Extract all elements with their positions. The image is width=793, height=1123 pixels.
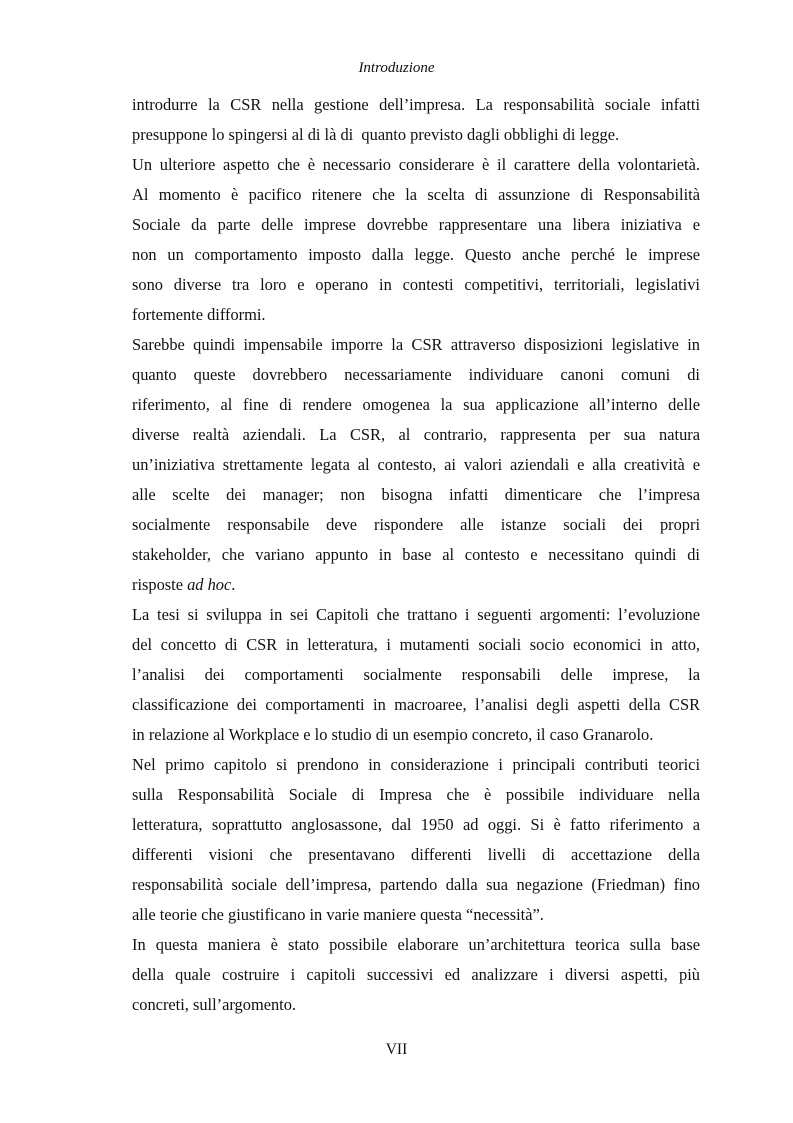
paragraph: [132, 150, 700, 330]
paragraph: [132, 750, 700, 930]
text-line: [132, 150, 700, 180]
line-text: concreti, sull’argomento.: [132, 995, 297, 1014]
line-text: della quale costruire i capitoli successivi ed analizzare i diversi aspetti, più: [132, 965, 700, 984]
italic-term: ad hoc: [187, 575, 232, 594]
text-line: [132, 210, 700, 240]
line-text: sulla Responsabilità Sociale di Impresa che è possibile individuare nella: [132, 785, 700, 804]
text-line: [132, 600, 700, 630]
text-line: [132, 960, 700, 990]
text-line: [132, 390, 700, 420]
line-text: l’analisi dei comportamenti socialmente responsabili delle imprese, la: [132, 665, 700, 684]
line-text: socialmente responsabile deve rispondere alle istanze sociali dei propri: [132, 515, 700, 534]
line-text: In questa maniera è stato possibile elaborare un’architettura teorica sulla base: [132, 935, 700, 954]
running-header: Introduzione: [358, 60, 435, 76]
line-text: letteratura, soprattutto anglosassone, dal 1950 ad oggi. Si è fatto riferimento a: [132, 815, 700, 834]
line-text: alle scelte dei manager; non bisogna infatti dimenticare che l’impresa: [132, 485, 700, 504]
text-line: [132, 870, 700, 900]
line-text: in relazione al Workplace e lo studio di un esempio concreto, il caso Granarolo.: [132, 725, 654, 744]
text-line: [132, 930, 700, 960]
text-line: [132, 690, 700, 720]
text-line: [132, 240, 700, 270]
text-line: [132, 660, 700, 690]
line-text: stakeholder, che variano appunto in base al contesto e necessitano quindi di: [132, 545, 700, 564]
text-line: [132, 990, 700, 1020]
line-text: presuppone lo spingersi al di là di quanto previsto dagli obblighi di legge.: [132, 125, 620, 144]
line-text: introdurre la CSR nella gestione dell’impresa. La responsabilità sociale infatti: [132, 95, 700, 114]
line-text: risposte: [132, 575, 188, 594]
line-text: quanto queste dovrebbero necessariamente individuare canoni comuni di: [132, 365, 700, 384]
line-text: La tesi si sviluppa in sei Capitoli che trattano i seguenti argomenti: l’evoluzione: [132, 605, 700, 624]
text-line: [132, 180, 700, 210]
text-line: [132, 450, 700, 480]
text-line: [132, 840, 700, 870]
line-text: Nel primo capitolo si prendono in considerazione i principali contributi teorici: [132, 755, 700, 774]
line-text: classificazione dei comportamenti in macroaree, l’analisi degli aspetti della CSR: [132, 695, 700, 714]
text-line: [132, 270, 700, 300]
text-line: [132, 300, 700, 330]
line-text: Sociale da parte delle imprese dovrebbe rappresentare una libera iniziativa e: [132, 215, 700, 234]
paragraph: [132, 330, 700, 600]
text-line: [132, 810, 700, 840]
text-line: [132, 780, 700, 810]
line-text: responsabilità sociale dell’impresa, partendo dalla sua negazione (Friedman) fino: [132, 875, 700, 894]
body-text: [132, 90, 700, 1020]
text-line: [132, 540, 700, 570]
text-line: [132, 570, 700, 600]
text-line: [132, 90, 700, 120]
line-text: riferimento, al fine di rendere omogenea la sua applicazione all’interno delle: [132, 395, 700, 414]
text-line: [132, 510, 700, 540]
line-text: un’iniziativa strettamente legata al contesto, ai valori aziendali e alla creatività e: [132, 455, 700, 474]
paragraph: [132, 90, 700, 150]
line-text: fortemente difformi.: [132, 305, 266, 324]
text-line: [132, 750, 700, 780]
text-line: [132, 480, 700, 510]
paragraph: [132, 600, 700, 750]
line-text: sono diverse tra loro e operano in contesti competitivi, territoriali, legislativi: [132, 275, 700, 294]
line-text: diverse realtà aziendali. La CSR, al contrario, rappresenta per sua natura: [132, 425, 700, 444]
line-text: differenti visioni che presentavano differenti livelli di accettazione della: [132, 845, 700, 864]
line-text: non un comportamento imposto dalla legge. Questo anche perché le imprese: [132, 245, 700, 264]
paragraph: [132, 930, 700, 1020]
text-line: [132, 120, 700, 150]
text-line: [132, 720, 700, 750]
line-text: del concetto di CSR in letteratura, i mutamenti sociali socio economici in atto,: [132, 635, 700, 654]
text-line: [132, 630, 700, 660]
text-line: [132, 360, 700, 390]
text-line: [132, 900, 700, 930]
text-line: [132, 420, 700, 450]
line-text: Sarebbe quindi impensabile imporre la CSR attraverso disposizioni legislative in: [132, 335, 700, 354]
line-tail: .: [231, 575, 236, 594]
page-number: VII: [385, 1041, 408, 1058]
text-line: [132, 330, 700, 360]
line-text: Al momento è pacifico ritenere che la scelta di assunzione di Responsabilità: [132, 185, 700, 204]
line-text: Un ulteriore aspetto che è necessario considerare è il carattere della volontarietà.: [132, 155, 700, 174]
line-text: alle teorie che giustificano in varie maniere questa “necessità”.: [132, 905, 544, 924]
